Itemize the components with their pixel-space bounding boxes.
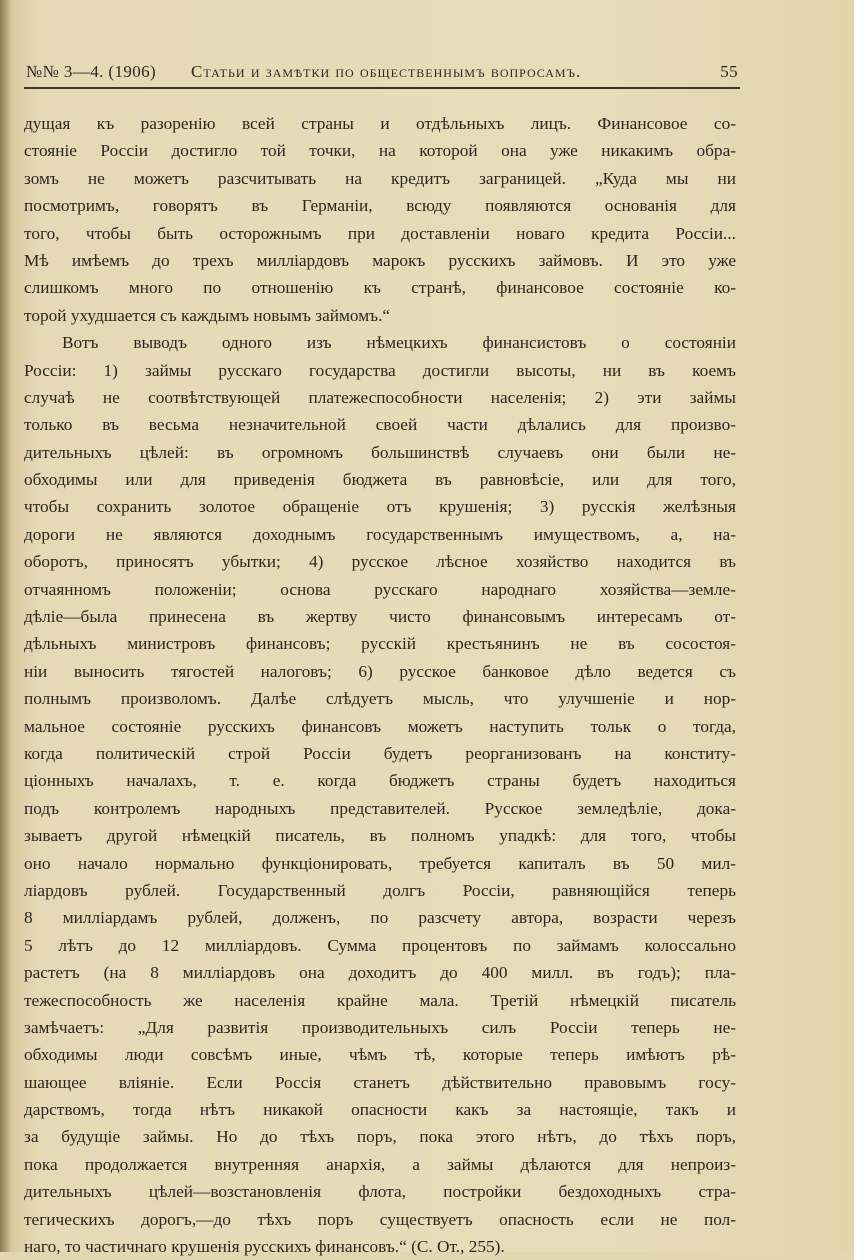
text-line: растетъ (на 8 милліардовъ она доходитъ до 400 милл. въ годъ); пла- [24, 963, 736, 983]
text-line: замѣчаетъ: „Для развитія производительныхъ силъ Россіи теперь не- [24, 1017, 736, 1037]
text-line: оборотъ, приносятъ убытки; 4) русское лѣсное хозяйство находится въ [24, 552, 736, 572]
text-line: тежеспособность же населенія крайне мала. Третій нѣмецкій писатель [24, 990, 736, 1010]
section-title: Статьи и замѣтки по общественнымъ вопросамъ. [191, 62, 582, 81]
text-line: только въ весьма незначительной своей части дѣлались для произво- [24, 415, 736, 435]
text-line: отчаянномъ положеніи; основа русскаго народнаго хозяйства—земле- [24, 579, 736, 599]
text-line: дущая къ разоренію всей страны и отдѣльныхъ лицъ. Финансовое со- [24, 114, 736, 133]
text-line: случаѣ не соотвѣтствующей платежеспособности населенія; 2) эти займы [24, 387, 736, 407]
text-line: ліардовъ рублей. Государственный долгъ Россіи, равняющійся теперь [24, 880, 736, 900]
text-line: оно начало нормально функціонировать, требуется капиталъ въ 50 мил- [24, 853, 736, 873]
page-number: 55 [720, 62, 738, 81]
text-line: дѣльныхъ министровъ финансовъ; русскій крестьянинъ не въ сосостоя- [24, 634, 736, 654]
running-header [26, 62, 738, 86]
text-line: обходимы люди совсѣмъ иные, чѣмъ тѣ, которые теперь имѣютъ рѣ- [24, 1045, 736, 1065]
text-line: пока продолжается внутренняя анархія, а займы дѣлаются для непроиз- [24, 1154, 736, 1174]
text-line: дѣліе—была принесена въ жертву чисто финансовымъ интересамъ от- [24, 607, 736, 627]
text-line: 5 лѣтъ до 12 милліардовъ. Сумма процентовъ по займамъ колоссально [24, 935, 736, 955]
text-line: ніи выносить тягостей налоговъ; 6) русское банковое дѣло ведется съ [24, 661, 736, 681]
text-line: посмотримъ, говорятъ въ Германіи, всюду появляются основанія для [24, 196, 736, 216]
book-spine-shadow [0, 0, 10, 1252]
text-line: обходимы или для приведенія бюджета въ равновѣсіе, или для того, [24, 470, 736, 490]
article-text [24, 110, 736, 1260]
text-line: торой ухудшается съ каждымъ новымъ займомъ.“ [24, 305, 391, 325]
text-line: полнымъ произволомъ. Далѣе слѣдуетъ мысль, что улучшеніе и нор- [24, 689, 736, 709]
text-line: 8 милліардамъ рублей, долженъ, по разсчету автора, возрасти черезъ [24, 908, 736, 928]
issue-number: №№ 3—4. (1906) [26, 62, 157, 81]
text-line: того, чтобы быть осторожнымъ при доставленіи новаго кредита Россіи... [24, 223, 736, 243]
text-line: Вотъ выводъ одного изъ нѣмецкихъ финансистовъ о состояніи [62, 333, 736, 353]
text-line: подъ контролемъ народныхъ представителей. Русское земледѣліе, дока- [24, 798, 736, 818]
text-line: дительныхъ цѣлей—возстановленія флота, постройки бездоходныхъ стра- [24, 1182, 736, 1202]
text-line: дительныхъ цѣлей: въ огромномъ большинствѣ случаевъ они были не- [24, 442, 736, 462]
text-line: наго, то частичнаго крушенія русскихъ финансовъ.“ (С. От., 255). [24, 1237, 505, 1257]
text-line: дарствомъ, тогда нѣтъ никакой опасности какъ за настоящіе, такъ и [24, 1100, 736, 1120]
header-rule [24, 87, 740, 89]
text-line: зываетъ другой нѣмецкій писатель, въ полномъ упадкѣ: для того, чтобы [24, 826, 736, 846]
text-line: зомъ не можетъ разсчитывать на кредитъ заграницей. „Куда мы ни [24, 168, 736, 188]
text-line: мальное состояніе русскихъ финансовъ можетъ наступить тольк о тогда, [24, 716, 736, 736]
text-line: шающее вліяніе. Если Россія станетъ дѣйствительно правовымъ госу- [24, 1072, 736, 1092]
text-line: стояніе Россіи достигло той точки, на которой она уже никакимъ обра- [24, 141, 736, 161]
text-line: ціонныхъ началахъ, т. е. когда бюджетъ страны будетъ находиться [24, 771, 736, 791]
text-line: за будущіе займы. Но до тѣхъ поръ, пока этого нѣтъ, до тѣхъ поръ, [24, 1127, 736, 1147]
text-line: когда политическій строй Россіи будетъ реорганизованъ на конститу- [24, 743, 736, 763]
text-line: слишкомъ много по отношенію къ странѣ, финансовое состояніе ко- [24, 278, 736, 298]
text-line: тегическихъ дорогъ,—до тѣхъ поръ существуетъ опасность если не пол- [24, 1209, 736, 1229]
text-line: чтобы сохранить золотое обращеніе отъ крушенія; 3) русскія желѣзныя [24, 497, 736, 517]
text-line: дороги не являются доходнымъ государственнымъ имуществомъ, а, на- [24, 524, 736, 544]
text-line: Россіи: 1) займы русскаго государства достигли высоты, ни въ коемъ [24, 360, 736, 380]
text-line: Мѣ имѣемъ до трехъ милліардовъ марокъ русскихъ займовъ. И это уже [24, 250, 736, 270]
